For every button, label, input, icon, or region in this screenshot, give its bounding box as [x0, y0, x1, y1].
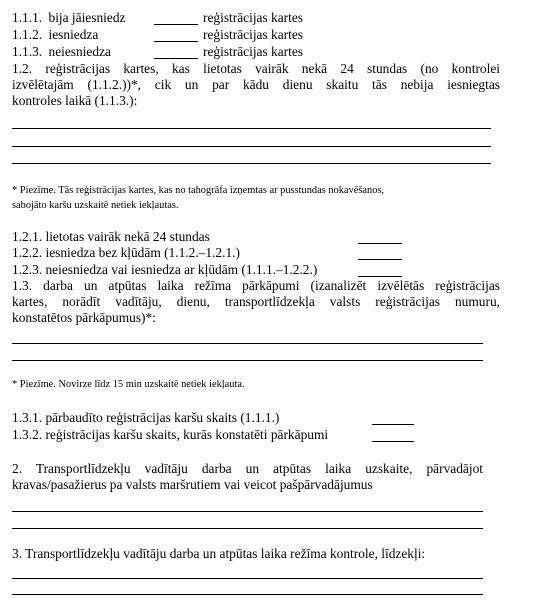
- row-1-1-1: [12, 10, 125, 26]
- text-line: kravas/pasažierus pa valsts maršrutiem vai veicot pašpārvadājumus: [12, 477, 373, 492]
- answer-line[interactable]: [12, 163, 491, 164]
- text-line: izvēlētajām (1.1.2.))*, cik un par kādu dienu skaitu tās nebija iesniegtas: [12, 77, 500, 92]
- section-3: 3. Transportlīdzekļu vadītāju darba un atpūtas laika režīma kontrole, līdzekļi:: [12, 546, 426, 561]
- footnote-line: * Piezīme. Tās reģistrācijas kartes, kas no tahogrāfa izņemtas ar pusstundas nokavēšanos,: [12, 185, 385, 196]
- footnote-line: sabojāto karšu uzskaitē netiek iekļautas.: [12, 200, 179, 211]
- row-number: 1.1.2.: [12, 27, 43, 42]
- text-line: 2. Transportlīdzekļu vadītāju darba un atpūtas laika uzskaite, pārvadājot: [12, 461, 483, 476]
- field-1-2-3[interactable]: [358, 264, 402, 277]
- field-1-2-2[interactable]: [358, 247, 402, 260]
- row-number: 1.1.3.: [12, 44, 43, 59]
- field-1-3-1[interactable]: [372, 412, 414, 425]
- row-1-1-2: [12, 27, 98, 43]
- row-tail: reģistrācijas kartes: [203, 44, 304, 59]
- answer-line[interactable]: [12, 146, 491, 147]
- row-label: iesniedza: [48, 27, 99, 42]
- field-1-2-1[interactable]: [358, 231, 402, 244]
- row-label: bija jāiesniedz: [48, 10, 126, 25]
- footnote-1: [12, 183, 384, 213]
- row-1-3-2: 1.3.2. reģistrācijas karšu skaits, kurās konstatēti pārkāpumi: [12, 427, 329, 442]
- row-1-2-2: 1.2.2. iesniedza bez kļūdām (1.1.2.–1.2.1.): [12, 245, 240, 260]
- row-number: 1.1.1.: [12, 10, 43, 25]
- row-1-3-1: 1.3.1. pārbaudīto reģistrācijas karšu skaits (1.1.1.): [12, 410, 280, 425]
- text-line: kontroles laikā (1.1.3.):: [12, 93, 138, 108]
- row-1-1-3: [12, 44, 111, 60]
- field-1-3-2[interactable]: [372, 429, 414, 442]
- section-2: [12, 461, 483, 493]
- answer-line[interactable]: [12, 578, 483, 579]
- answer-line[interactable]: [12, 360, 483, 361]
- answer-line[interactable]: [12, 528, 483, 529]
- answer-line[interactable]: [12, 343, 483, 344]
- field-1-1-1[interactable]: [154, 12, 198, 25]
- field-1-1-3[interactable]: [154, 46, 198, 59]
- row-label: neiesniedza: [48, 44, 111, 59]
- text-line: 1.2. reģistrācijas kartes, kas lietotas vairāk nekā 24 stundas (no kontrolei: [12, 61, 500, 76]
- answer-line[interactable]: [12, 511, 483, 512]
- answer-line[interactable]: [12, 594, 483, 595]
- row-1-2-1: 1.2.1. lietotas vairāk nekā 24 stundas: [12, 229, 210, 244]
- row-tail: reģistrācijas kartes: [203, 10, 304, 25]
- section-1-2: [12, 61, 500, 109]
- text-line: kartes, norādīt vadītāju, dienu, transportlīdzekļa valsts reģistrācijas numuru,: [12, 294, 500, 309]
- text-line: 1.3. darba un atpūtas laika režīma pārkāpumi (izanalizēt izvēlētās reģistrācijas: [12, 278, 500, 293]
- row-tail: reģistrācijas kartes: [203, 27, 304, 42]
- answer-line[interactable]: [12, 128, 491, 129]
- section-1-3: [12, 278, 500, 326]
- footnote-2: * Piezīme. Novirze līdz 15 min uzskaitē netiek iekļauta.: [12, 379, 245, 390]
- field-1-1-2[interactable]: [154, 29, 198, 42]
- text-line: konstatētos pārkāpumus)*:: [12, 310, 156, 325]
- row-1-2-3: 1.2.3. neiesniedza vai iesniedza ar kļūdām (1.1.1.–1.2.2.): [12, 262, 318, 277]
